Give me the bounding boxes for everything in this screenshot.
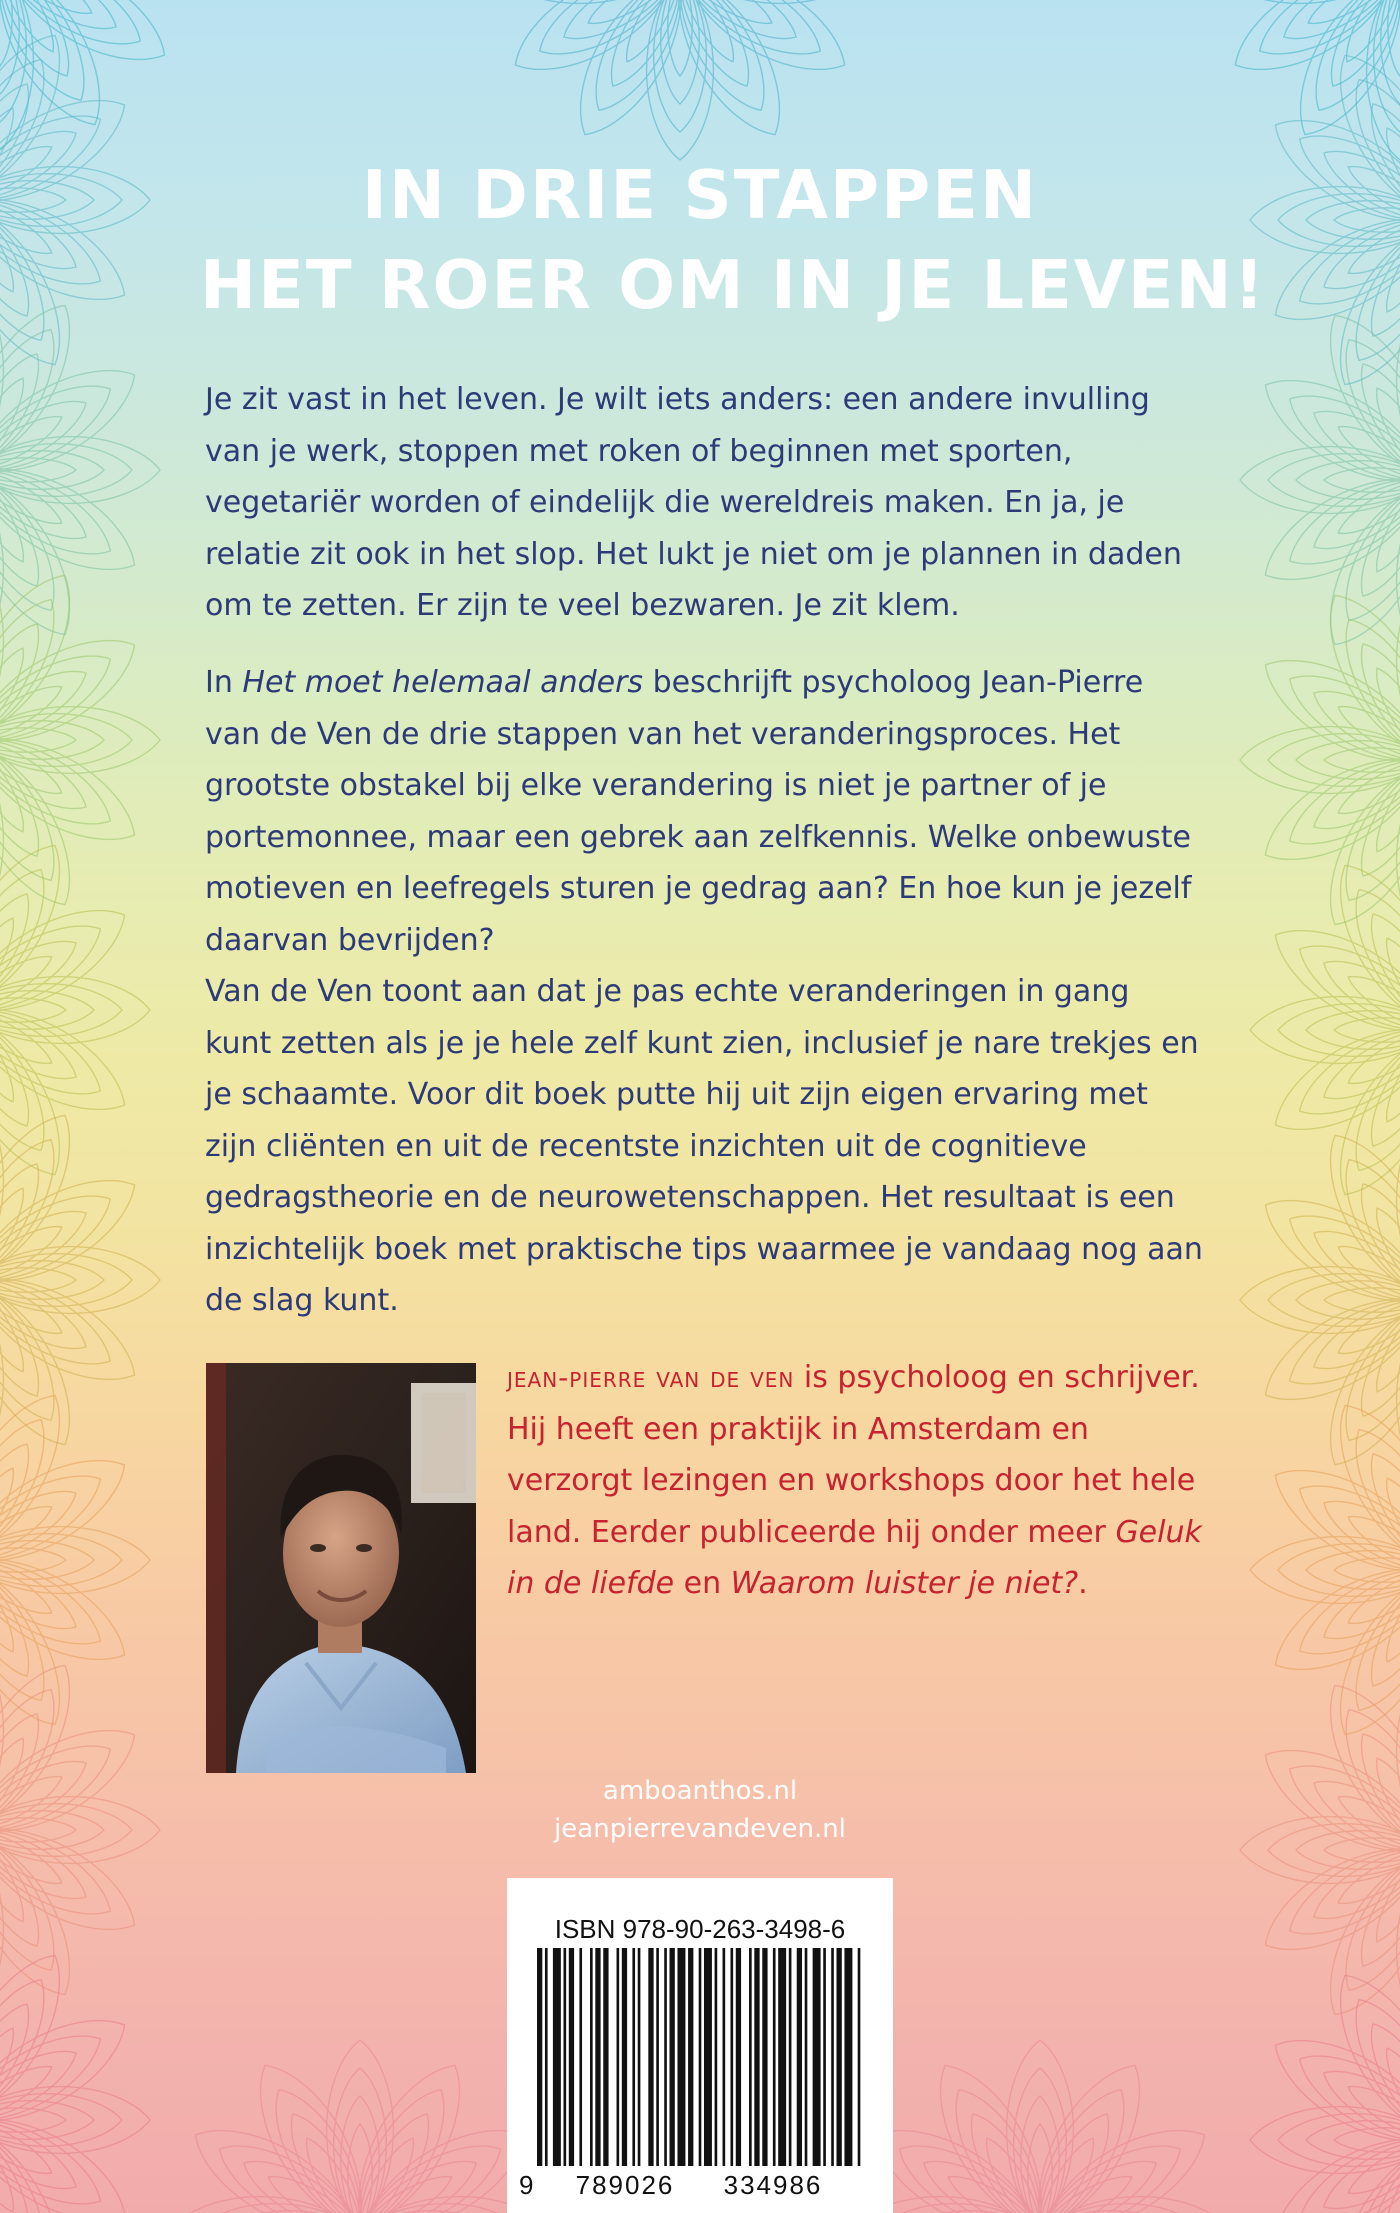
barcode xyxy=(519,1948,863,2200)
headline-line-2: HET ROER OM IN JE LEVEN! xyxy=(200,246,1267,324)
barcode-box xyxy=(507,1878,893,2213)
description-rest: beschrijft psycholoog Jean-Pierre van de Ven de drie stappen van het veranderingsproces. Het grootste obstakel bij elke verandering is niet je partner of je portemonnee, maar een gebrek aan zelfkennis. Welke onbewuste motieven en leefregels sturen je gedrag aan? En hoe kun je jezelf daarvan bevrijden? xyxy=(205,665,1192,958)
intro-paragraph: Je zit vast in het leven. Je wilt iets anders: een andere invulling van je werk, stoppen met roken of beginnen met sporten, vegetariër worden of eindelijk die wereldreis maken. En ja, je relatie zit ook in het slop. Het lukt je niet om je plannen in daden om te zetten. Er zijn te veel bezwaren. Je zit klem. xyxy=(205,382,1182,623)
isbn-label: ISBN 978-90-263-3498-6 xyxy=(554,1914,846,1944)
author-name: jean-pierre van de ven xyxy=(507,1361,795,1394)
barcode-digits-group-1: 789026 xyxy=(575,2170,675,2200)
author-photo xyxy=(206,1363,476,1773)
barcode-digits-group-2: 334986 xyxy=(723,2170,823,2200)
website-links xyxy=(450,1772,950,1848)
description-paragraph-2: Van de Ven toont aan dat je pas echte veranderingen in gang kunt zetten als je je hele zelf kunt zien, inclusief je nare trekjes en je schaamte. Voor dit boek putte hij uit zijn eigen ervaring met zijn cliënten en uit de recentste inzichten uit de cognitieve gedragstheorie en de neurowetenschappen. Het resultaat is een inzichtelijk boek met praktische tips waarmee je vandaag nog aan de slag kunt. xyxy=(205,974,1203,1318)
description-prefix: In xyxy=(205,665,243,700)
bio-text-2: en xyxy=(674,1566,731,1601)
description-paragraph xyxy=(205,657,1205,966)
bio-text-1: is psycholoog en schrijver. Hij heeft een praktijk in Amsterdam en verzorgt lezingen en workshops door het hele land. Eerder publiceerde hij onder meer xyxy=(507,1360,1200,1550)
publisher-link[interactable]: amboanthos.nl xyxy=(602,1776,798,1806)
author-bio xyxy=(507,1352,1207,1610)
bio-book-1: Geluk in de liefde xyxy=(507,1514,1202,1601)
author-website-link[interactable]: jeanpierrevandeven.nl xyxy=(554,1814,846,1844)
bio-text-end: . xyxy=(1078,1566,1088,1601)
book-title: Het moet helemaal anders xyxy=(242,665,644,700)
bio-book-2: Waarom luister je niet? xyxy=(730,1566,1079,1601)
headline xyxy=(200,150,1267,330)
barcode-digit-first: 9 xyxy=(519,2170,534,2200)
headline-line-1: IN DRIE STAPPEN xyxy=(361,156,1039,234)
